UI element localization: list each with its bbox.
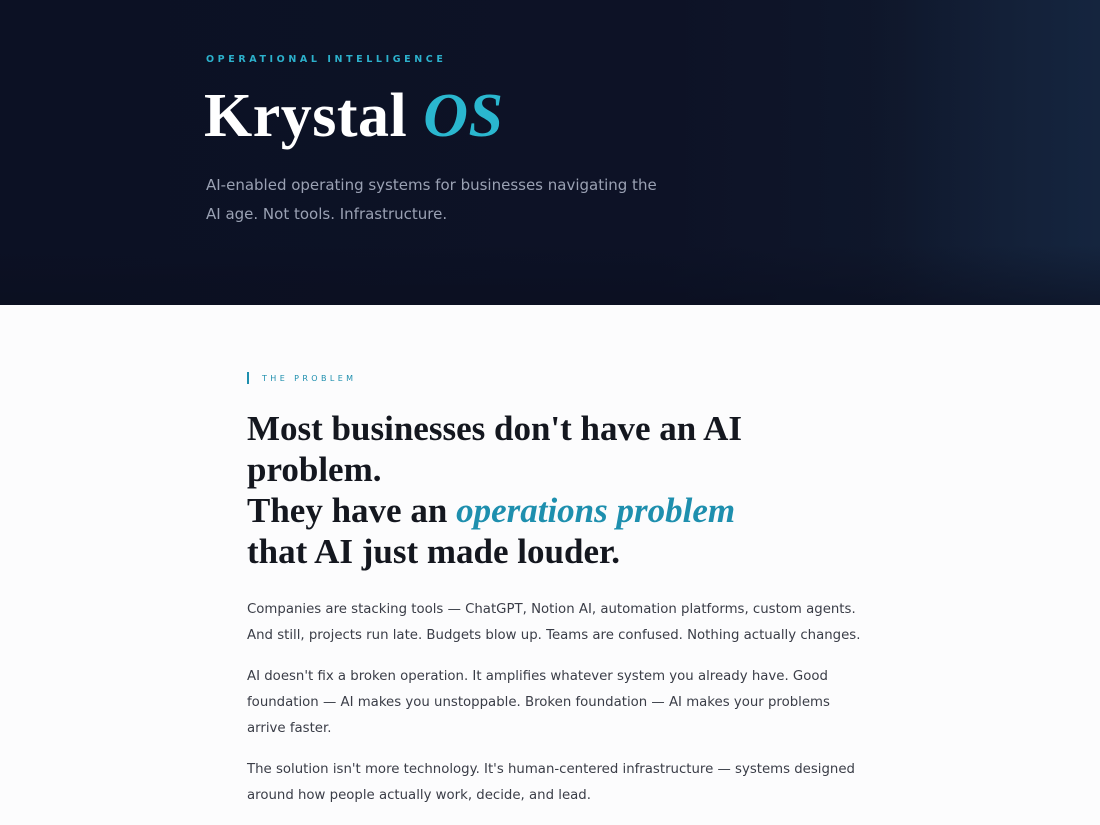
problem-section — [247, 372, 867, 809]
section-tag — [247, 372, 867, 384]
hero-title-main: Krystal — [204, 82, 408, 150]
body-paragraph-2: AI doesn't fix a broken operation. It amplifies whatever system you already have. Good foundation — AI makes you unstoppable. Broken foundation — AI makes your problems arrive faster. — [247, 669, 830, 736]
tag-accent-bar — [247, 372, 249, 384]
section-tag-label: THE PROBLEM — [262, 373, 357, 383]
body-paragraph-1: Companies are stacking tools — ChatGPT, Notion AI, automation platforms, custom agents. And still, projects run late. Budgets blow up. Teams are confused. Nothing actually changes. — [247, 602, 861, 643]
hero-title-accent: OS — [423, 82, 504, 150]
body-paragraph-3: The solution isn't more technology. It's human-centered infrastructure — systems designed around how people actually work, decide, and lead. — [247, 762, 855, 803]
headline-line-3: that AI just made louder. — [247, 532, 621, 571]
hero-section — [0, 0, 1100, 305]
hero-glow — [870, 0, 1100, 305]
headline-line-2-prefix: They have an — [247, 491, 448, 530]
problem-body — [247, 597, 867, 809]
problem-headline — [247, 408, 867, 572]
headline-line-2-accent: operations problem — [456, 491, 736, 530]
hero-eyebrow: OPERATIONAL INTELLIGENCE — [206, 54, 447, 65]
hero-title — [204, 80, 504, 152]
headline-line-1: Most businesses don't have an AI problem. — [247, 409, 742, 489]
hero-subtitle: AI-enabled operating systems for businesses navigating the AI age. Not tools. Infrastructure. — [206, 176, 657, 223]
